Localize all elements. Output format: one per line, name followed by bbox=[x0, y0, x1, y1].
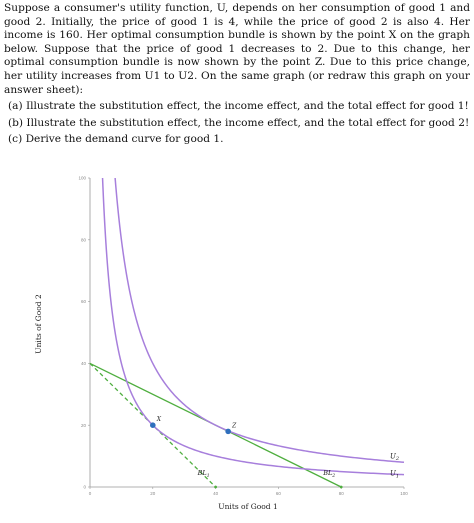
x-tick-label: 20 bbox=[150, 491, 156, 496]
intercept-dot bbox=[340, 486, 343, 489]
curve-label-main: U bbox=[390, 452, 396, 461]
budget-label-subscript: 1 bbox=[206, 473, 210, 479]
curve-label-subscript: 1 bbox=[395, 473, 400, 480]
y-tick-label: 100 bbox=[78, 175, 86, 181]
marks bbox=[150, 416, 399, 488]
y-tick-label: 40 bbox=[80, 361, 86, 366]
question-c: (c) Derive the demand curve for good 1. bbox=[8, 133, 224, 146]
budget-label-main: BL bbox=[323, 469, 333, 477]
intercept-dot bbox=[214, 486, 217, 489]
x-tick-label: 60 bbox=[275, 491, 281, 496]
point-label-x: X bbox=[156, 416, 162, 424]
curve-label-u1 bbox=[390, 470, 399, 480]
question-b: (b) Illustrate the substitution effect, the income effect, and the total effect for good 2! bbox=[8, 116, 470, 129]
tick-labels bbox=[78, 176, 408, 496]
problem-statement bbox=[4, 2, 470, 147]
y-tick-label: 60 bbox=[80, 299, 86, 305]
point-z bbox=[225, 429, 231, 435]
curve-label-main: U bbox=[390, 469, 396, 478]
x-axis-title: Units of Good 1 bbox=[218, 502, 278, 511]
budget-label-subscript: 2 bbox=[332, 473, 336, 479]
y-tick-label: 80 bbox=[80, 237, 86, 243]
budget-label-main: BL bbox=[197, 469, 207, 477]
y-tick-label: 20 bbox=[80, 422, 86, 428]
indifference-curve-u1 bbox=[103, 178, 404, 475]
x-tick-label: 80 bbox=[338, 491, 344, 496]
y-axis-title: Units of Good 2 bbox=[34, 294, 43, 354]
point-label-z: Z bbox=[232, 422, 237, 430]
budget-label-bl1 bbox=[197, 469, 210, 479]
problem-intro: Suppose a consumer's utility function, U, depends on her consumption of good 1 and good 2. Initially, the price of good 1 is 4, while the price of good 2 is also 4. Her income is 160. Her optimal consumption bundle is shown by the point X on the graph below. Suppose that the price of good 1 decreases to 2. Due to this change, her optimal consumption bundle is now shown by the point Z. Due to this price change, her utility increases from U1 to U2. On the same graph (or redraw this graph on your answer sheet): bbox=[4, 2, 470, 96]
x-tick-label: 40 bbox=[213, 491, 219, 496]
x-tick-label: 100 bbox=[400, 491, 408, 496]
curve-label-subscript: 2 bbox=[395, 456, 400, 463]
question-a: (a) Illustrate the substitution effect, the income effect, and the total effect for good 1! bbox=[8, 100, 469, 113]
consumer-choice-graph bbox=[0, 168, 474, 523]
y-tick-label: 0 bbox=[83, 484, 86, 490]
x-tick-label: 0 bbox=[88, 491, 92, 496]
axes bbox=[88, 178, 404, 489]
point-x bbox=[150, 422, 156, 428]
curves bbox=[90, 178, 404, 487]
